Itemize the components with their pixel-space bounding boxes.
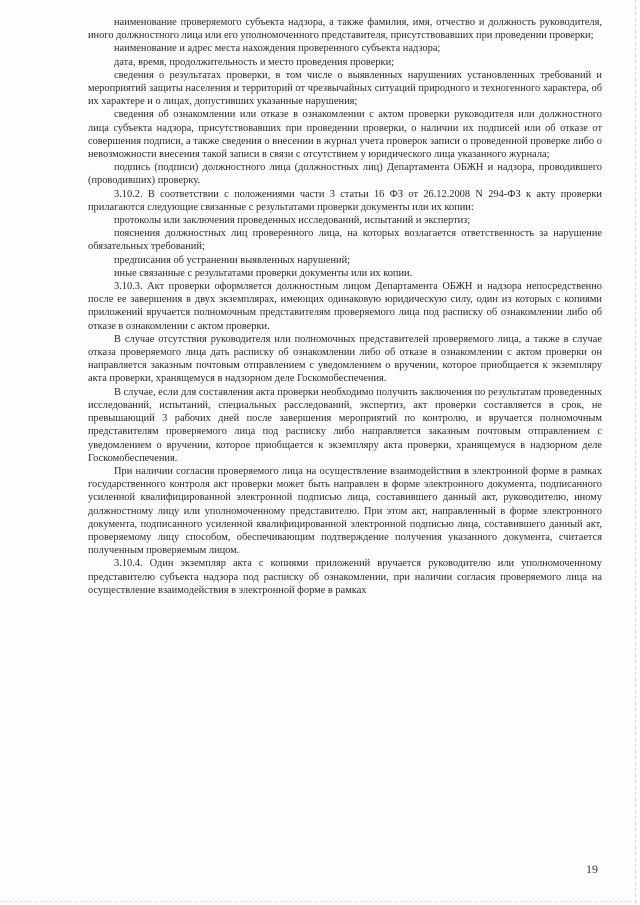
paragraph-10: предписания об устранении выявленных нарушений; bbox=[114, 254, 351, 266]
paragraph-5: сведения об ознакомлении или отказе в ознакомлении с актом проверки руководителя или должностного лица субъекта надзора, присутствовавших при проведении проверки, о наличии их подписей или об отказе от совершения подписи, а также сведения о внесении в журнал учета проверок записи о проведенной проверке либо о невозможности внесения такой записи в связи с отсутствием у юридического лица указанного журнала; bbox=[88, 109, 602, 161]
document-body bbox=[88, 16, 602, 597]
paragraph-11: иные связанные с результатами проверки документы или их копии. bbox=[114, 267, 413, 279]
paragraph-8: протоколы или заключения проведенных исследований, испытаний и экспертиз; bbox=[114, 215, 471, 227]
page-number: 19 bbox=[586, 862, 598, 876]
paragraph-15: При наличии согласия проверяемого лица на осуществление взаимодействия в электронной форме в рамках государственного контроля акт проверки может быть направлен в форме электронного документа, подписанного усиленной квалифицированной электронной подписью лица, составившего данный акт, руководителю, иному должностному лицу или уполномоченному представителю. При этом акт, направленный в форме электронного документа, подписанного усиленной квалифицированной электронной подписью лица, составившего данный акт, проверяемому лицу способом, обеспечивающим подтверждение получения указанного документа, считается полученным проверяемым лицом. bbox=[88, 465, 602, 557]
paragraph-1: наименование проверяемого субъекта надзора, а также фамилия, имя, отчество и должность руководителя, иного должностного лица или его уполномоченного представителя, присутствовавших при проведении проверки; bbox=[88, 17, 602, 42]
paragraph-3: дата, время, продолжительность и место проведения проверки; bbox=[114, 56, 395, 68]
paragraph-4: сведения о результатах проверки, в том числе о выявленных нарушениях установленных требований и мероприятий защиты населения и территорий от чрезвычайных ситуаций природного и техногенного характера, об их характере и о лицах, допустивших указанные нарушения; bbox=[88, 69, 602, 108]
paragraph-2: наименование и адрес места нахождения проверенного субъекта надзора; bbox=[114, 43, 441, 55]
paragraph-13: В случае отсутствия руководителя или полномочных представителей проверяемого лица, а также в случае отказа проверяемого лица дать расписку об ознакомлении либо об отказе в ознакомлении с актом проверки он направляется заказным почтовым отправлением с уведомлением о вручении, которое приобщается к экземпляру акта проверки, хранящемуся в надзорном деле Госкомобеспечения. bbox=[88, 333, 602, 385]
paragraph-14: В случае, если для составления акта проверки необходимо получить заключения по результатам проведенных исследований, испытаний, специальных расследований, экспертиз, акт проверки составляется в срок, не превышающий 3 рабочих дней после завершения мероприятий по контролю, и вручается полномочным представителям проверяемого лица под расписку либо направляется заказным почтовым отправлением с уведомлением о вручении, которое приобщается к экземпляру акта проверки, хранящемуся в надзорном деле Госкомобеспечения. bbox=[88, 386, 602, 464]
paragraph-12: 3.10.3. Акт проверки оформляется должностным лицом Департамента ОБЖН и надзора непосредственно после ее завершения в двух экземплярах, имеющих одинаковую юридическую силу, один из которых с копиями приложений вручается полномочным представителям проверяемого лица под расписку об ознакомлении либо об отказе в ознакомлении с актом проверки. bbox=[88, 281, 602, 332]
paragraph-6: подпись (подписи) должностного лица (должностных лиц) Департамента ОБЖН и надзора, проводившего (проводивших) проверку. bbox=[88, 162, 602, 187]
paragraph-16: 3.10.4. Один экземпляр акта с копиями приложений вручается руководителю или уполномоченному представителю субъекта надзора под расписку об ознакомлении, при наличии согласия проверяемого лица на осуществление взаимодействия в электронной форме в рамках bbox=[88, 558, 602, 596]
paragraph-7: 3.10.2. В соответствии с положениями части 3 статьи 16 ФЗ от 26.12.2008 N 294-ФЗ к акту проверки прилагаются следующие связанные с результатами проверки документы или их копии: bbox=[88, 188, 602, 213]
paragraph-9: пояснения должностных лиц проверенного лица, на которых возлагается ответственность за нарушение обязательных требований; bbox=[88, 228, 602, 253]
